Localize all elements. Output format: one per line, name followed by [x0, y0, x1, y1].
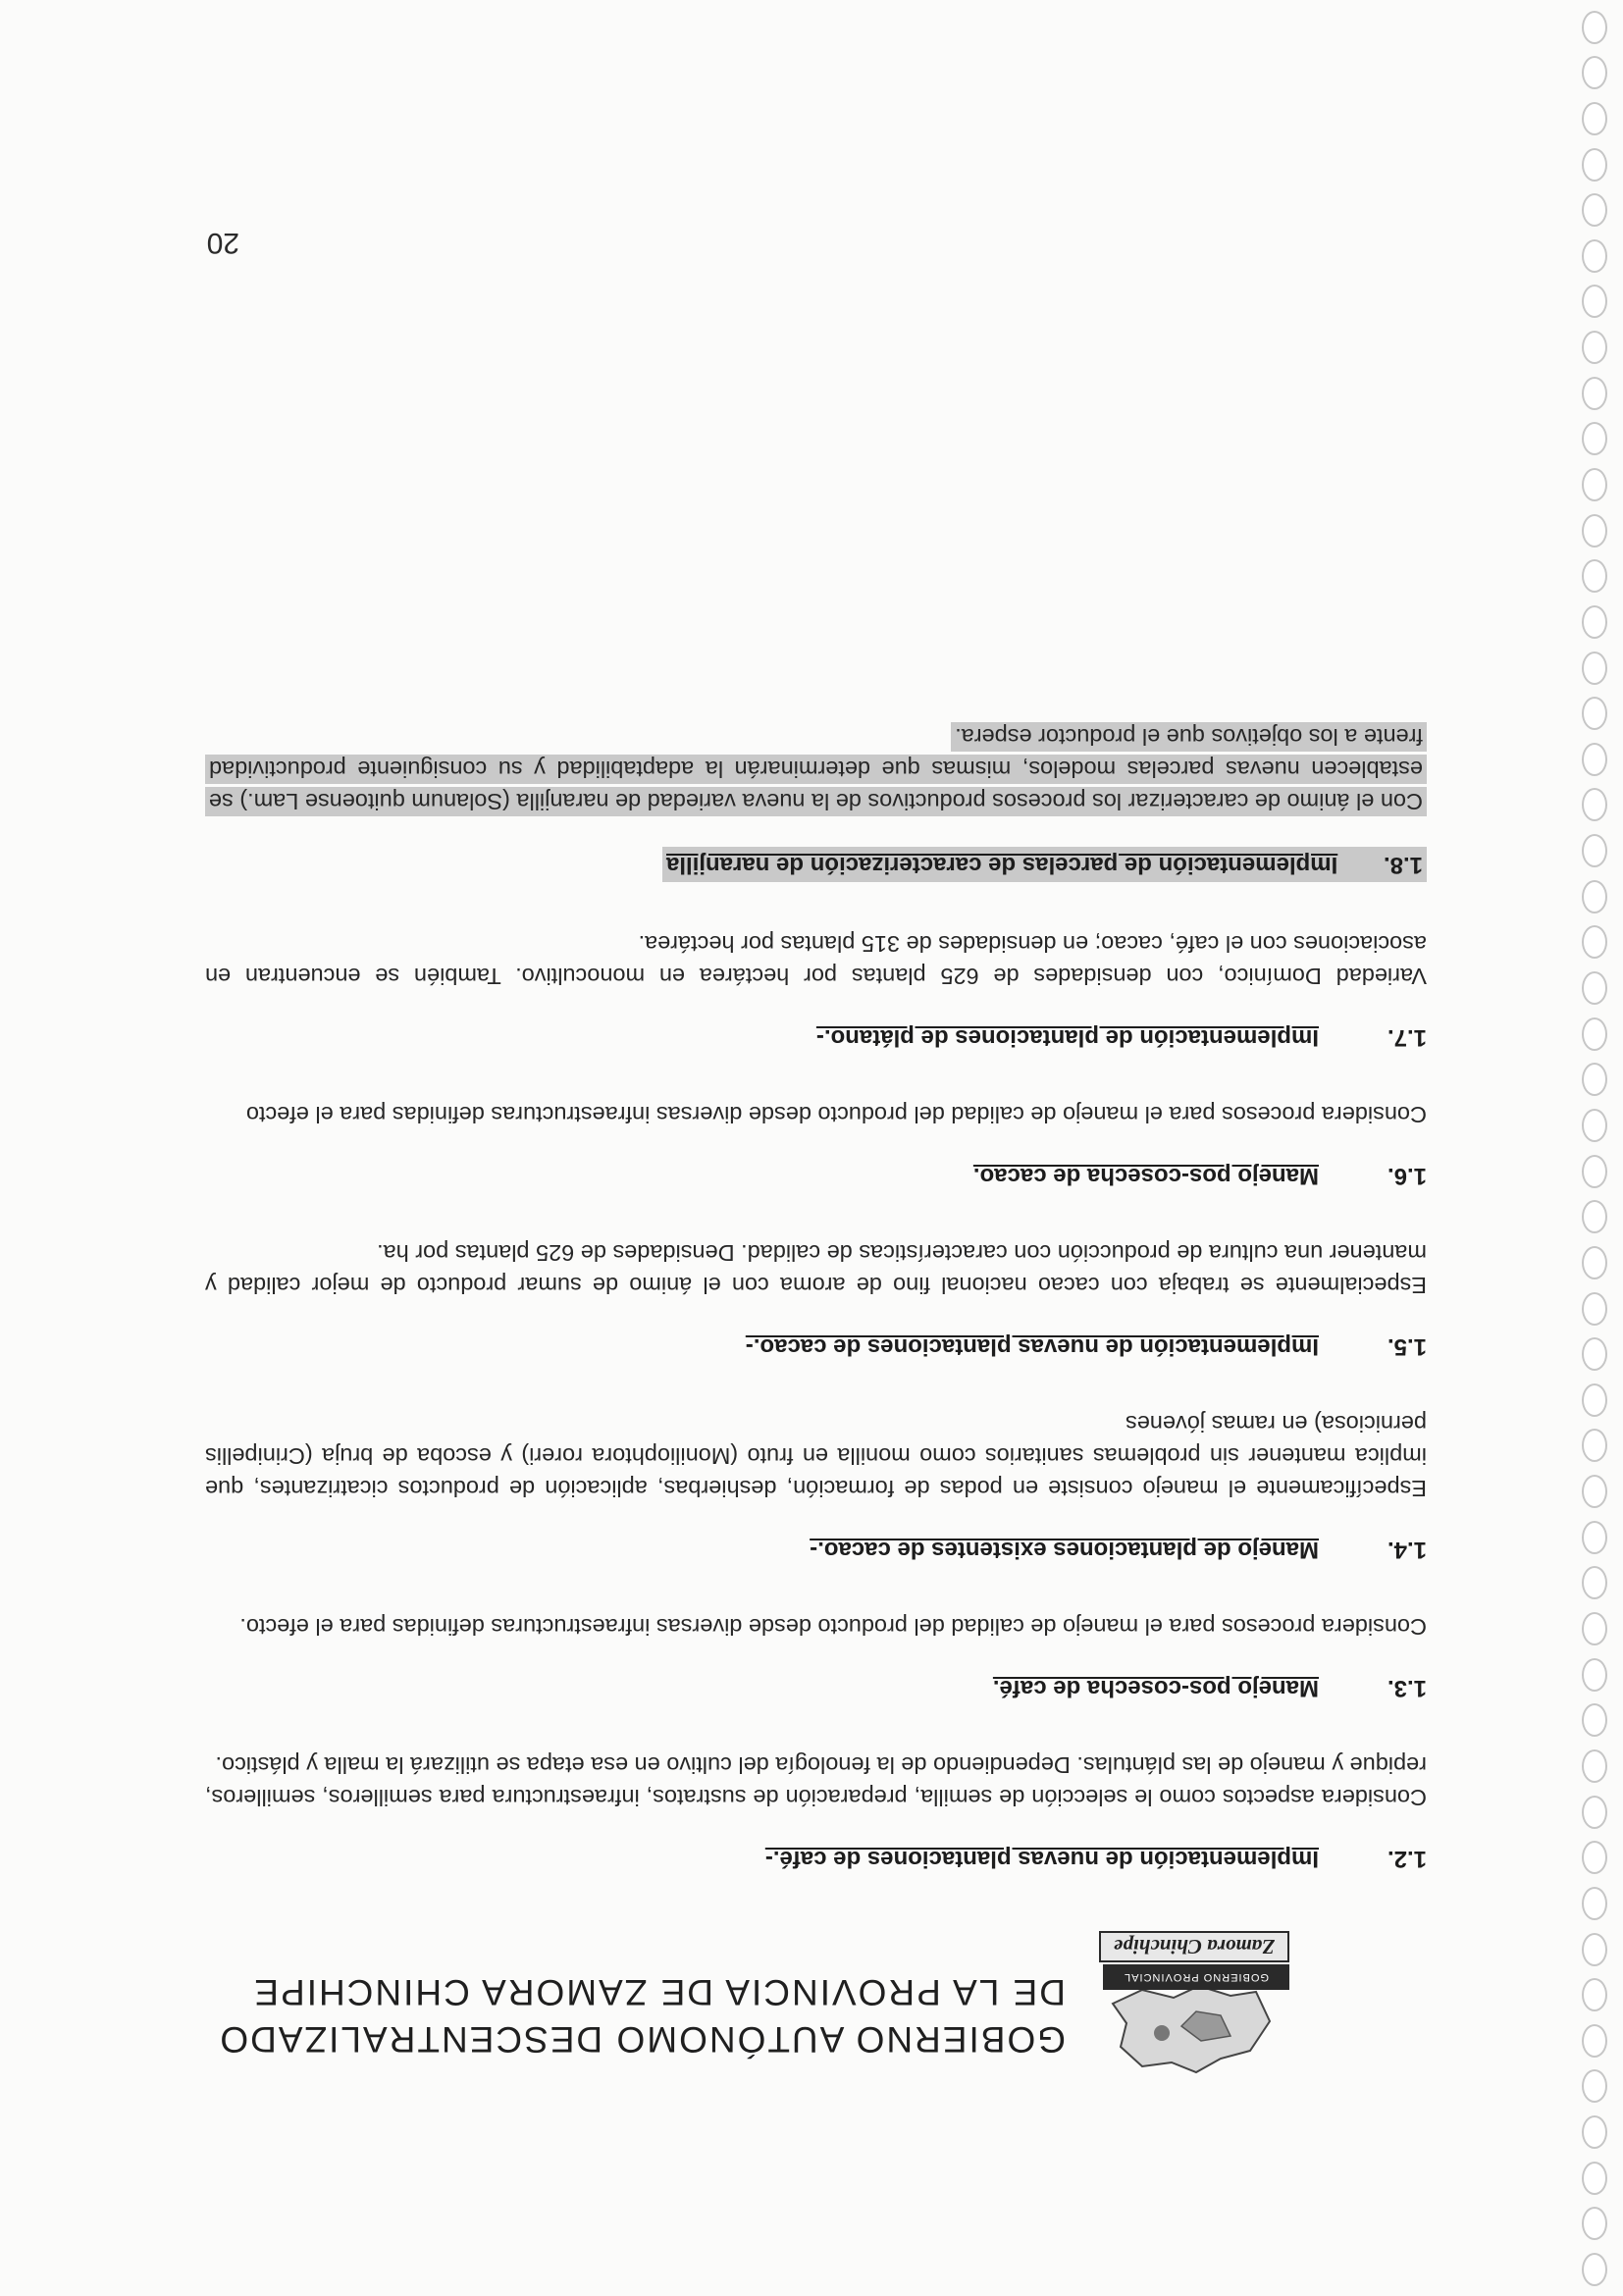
binding-hole [1582, 1658, 1607, 1692]
binding-hole [1582, 1566, 1607, 1599]
section-title: Implementación de plantaciones de plátano.- [815, 1024, 1319, 1051]
binding-hole [1582, 1200, 1607, 1233]
binding-hole [1582, 1612, 1607, 1645]
binding-hole [1582, 789, 1607, 822]
binding-hole [1582, 1521, 1607, 1554]
section-title: Implementación de nuevas plantaciones de cacao.- [745, 1333, 1319, 1360]
binding-hole [1582, 1155, 1607, 1188]
header-title-line2: DE LA PROVINCIA DE ZAMORA CHINCHIPE [252, 1972, 1066, 2012]
section-paragraph: Considera aspectos como le selección de semilla, preparación de sustratos, infraestructura para semilleros, semilleros, repique y manejo de las plántulas. Dependiendo de la fenología del cultivo en esa etapa se utilizará la malla y plástico. [205, 1752, 1427, 1810]
binding-hole [1582, 422, 1607, 455]
section-paragraph: Considera procesos para el manejo de calidad del producto desde diversas infraestructuras definidas para el efecto. [239, 1614, 1427, 1640]
section-1-3 [205, 1610, 1427, 1703]
binding-hole [1582, 1246, 1607, 1279]
binding-hole [1582, 1475, 1607, 1508]
section-paragraph: Especialmente se trabaja con cacao nacional fino de aroma con el ánimo de sumar producto de mejor calidad y mantener una cultura de producción con características de calidad. Densidades de 625 plantas por ha. [205, 1240, 1427, 1298]
binding-hole [1582, 1292, 1607, 1326]
binding-hole [1582, 285, 1607, 318]
section-heading [205, 1331, 1427, 1362]
binding-hole [1582, 514, 1607, 548]
binding-hole [1582, 1749, 1607, 1783]
binding-hole [1582, 102, 1607, 135]
binding-hole [1582, 2069, 1607, 2103]
binding-hole [1582, 468, 1607, 501]
section-number: 1.7. [1387, 1024, 1427, 1051]
section-heading [205, 1021, 1427, 1053]
binding-hole [1582, 1429, 1607, 1462]
section-paragraph: Específicamente el manejo consiste en podas de formación, deshierbas, aplicación de productos cicatrizantes, que implica mantener sin problemas sanitarios como monilla en fruto (Moniliophtora roreri) y escoba de bruja (Crinipellis perniciosa) en ramas jóvenes [205, 1411, 1427, 1501]
section-title: Implementación de parcelas de caracterización de naranjilla [666, 852, 1338, 878]
binding-hole [1582, 11, 1607, 44]
section-paragraph: Considera procesos para el manejo de calidad del producto desde diversas infraestructuras definidas para el efecto [245, 1102, 1427, 1127]
binding-hole [1582, 2253, 1607, 2286]
binding-hole [1582, 1703, 1607, 1737]
binding-hole [1582, 1063, 1607, 1096]
binding-hole [1582, 971, 1607, 1005]
binding-hole [1582, 148, 1607, 182]
section-1-6 [205, 1098, 1427, 1191]
header-title [153, 1968, 1066, 2062]
binding-hole [1582, 559, 1607, 593]
highlighted-text: Con el ánimo de caracterizar los procesos productivos de la nueva variedad de naranjilla (Solanum quitoense Lam.) se establecen nuevas parcelas modelos, mismas que determinarán la adaptabilidad y su consiguiente productividad frente a los objetivos que el productor espera. [205, 722, 1427, 816]
binding-hole [1582, 834, 1607, 867]
province-map-icon [1103, 1982, 1289, 2080]
binding-hole [1582, 1337, 1607, 1371]
section-title: Manejo de plantaciones existentes de cacao.- [810, 1537, 1319, 1563]
binding-hole [1582, 652, 1607, 685]
page-number: 20 [206, 227, 239, 259]
binding-hole [1582, 193, 1607, 227]
binding-hole [1582, 1018, 1607, 1051]
binding-hole [1582, 697, 1607, 730]
section-number: 1.5. [1387, 1333, 1427, 1360]
section-number: 1.4. [1387, 1537, 1427, 1563]
section-1-7 [205, 927, 1427, 1053]
section-number: 1.8. [1383, 852, 1423, 878]
section-heading [205, 1672, 1427, 1703]
binding-hole [1582, 1383, 1607, 1417]
section-number: 1.6. [1387, 1163, 1427, 1189]
logo-wordmark: Zamora Chinchipe [1099, 1931, 1289, 1962]
section-heading [205, 847, 1427, 882]
binding-hole [1582, 1841, 1607, 1874]
binding-hole [1582, 2207, 1607, 2240]
logo-badge: GOBIERNO PROVINCIAL [1103, 1964, 1289, 1990]
highlighted-heading [662, 847, 1427, 882]
section-paragraph [205, 720, 1427, 817]
section-paragraph: Variedad Domínico, con densidades de 625 plantas por hectárea en monocultivo. También se encuentran en asociaciones con el café, cacao; en densidades de 315 plantas por hectárea. [205, 931, 1427, 989]
section-1-5 [205, 1236, 1427, 1362]
binding-hole [1582, 377, 1607, 410]
binding-hole [1582, 239, 1607, 273]
binding-hole [1582, 56, 1607, 89]
section-title: Manejo pos-cosecha de café. [992, 1675, 1319, 1701]
section-1-2 [205, 1748, 1427, 1874]
binding-hole [1582, 331, 1607, 364]
header-title-line1: GOBIERNO AUTÓNOMO DESCENTRALIZADO [218, 2019, 1066, 2060]
section-number: 1.2. [1387, 1846, 1427, 1872]
spiral-binding-holes [1568, 10, 1607, 2286]
section-heading [205, 1534, 1427, 1565]
binding-hole [1582, 2115, 1607, 2149]
section-heading [205, 1160, 1427, 1191]
binding-hole [1582, 880, 1607, 913]
binding-hole [1582, 2024, 1607, 2058]
document-body [205, 675, 1427, 1874]
section-number: 1.3. [1387, 1675, 1427, 1701]
binding-hole [1582, 1978, 1607, 2011]
binding-hole [1582, 1109, 1607, 1142]
binding-hole [1582, 1933, 1607, 1966]
binding-hole [1582, 2162, 1607, 2195]
section-title: Implementación de nuevas plantaciones de café.- [764, 1846, 1319, 1872]
binding-hole [1582, 925, 1607, 959]
binding-hole [1582, 605, 1607, 639]
binding-hole [1582, 1796, 1607, 1829]
binding-hole [1582, 1887, 1607, 1920]
document-header [151, 1923, 1329, 2080]
section-1-4 [205, 1407, 1427, 1565]
binding-hole [1582, 743, 1607, 776]
section-title: Manejo pos-cosecha de cacao. [972, 1163, 1319, 1189]
section-heading [205, 1843, 1427, 1874]
provincial-logo [1083, 1933, 1329, 2080]
section-1-8 [205, 720, 1427, 882]
